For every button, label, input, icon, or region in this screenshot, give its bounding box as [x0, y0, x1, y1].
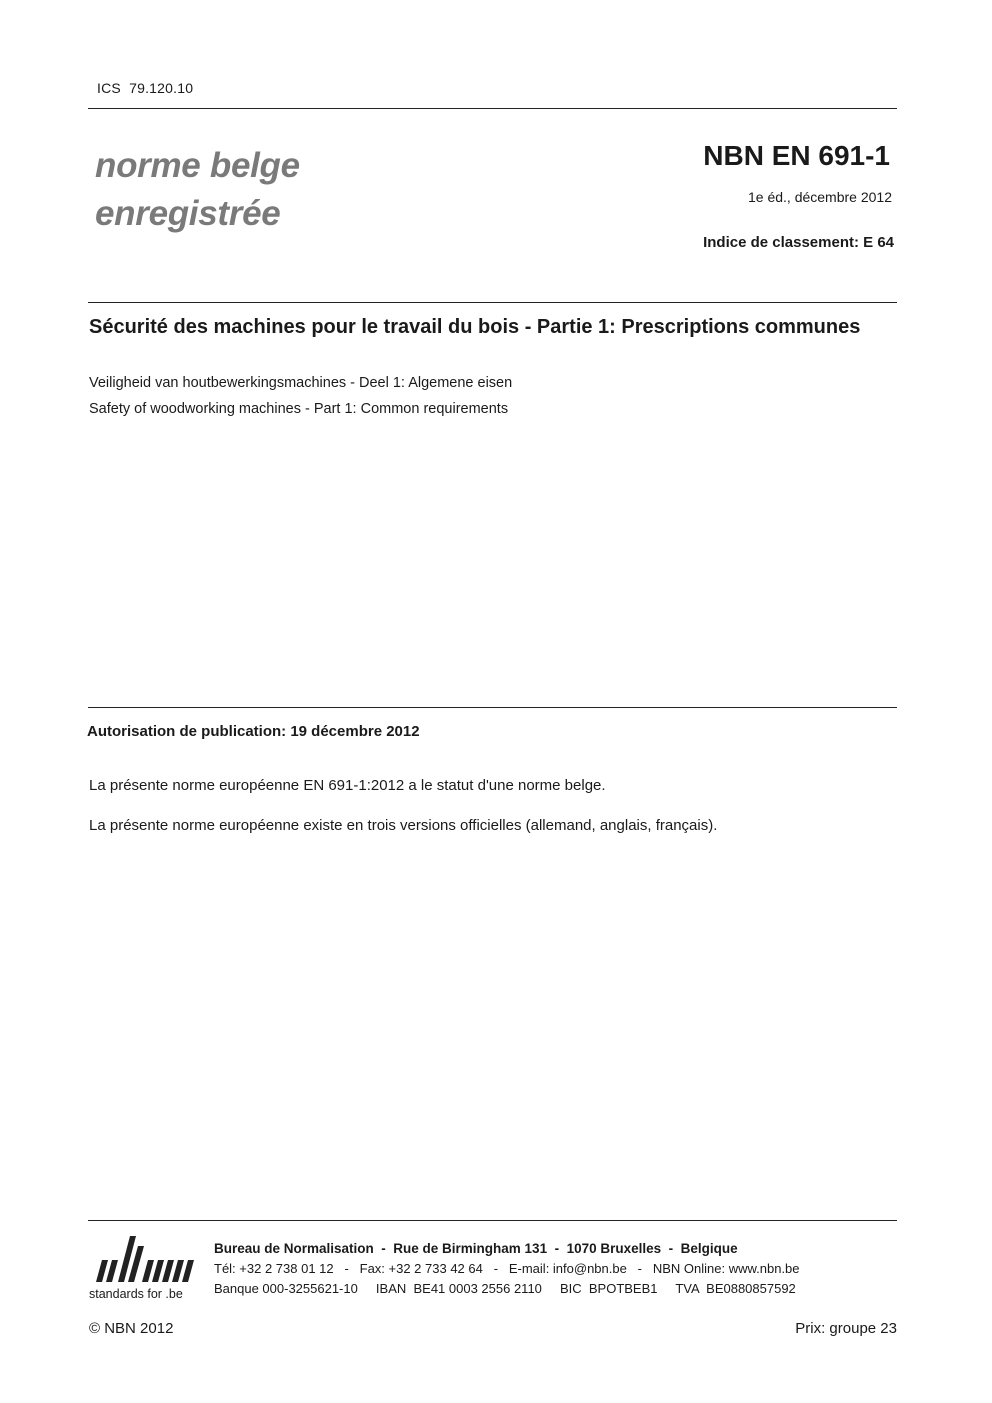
classification-index: Indice de classement: E 64	[703, 234, 894, 251]
footer-rule	[88, 1220, 897, 1221]
english-title: Safety of woodworking machines - Part 1: Common requirements	[89, 401, 509, 417]
standard-code: NBN EN 691-1	[703, 140, 890, 171]
contact-line: Tél: +32 2 738 01 12 - Fax: +32 2 733 42 64 - E-mail: info@nbn.be - NBN Online: www.nbn.be	[214, 1261, 800, 1276]
status-statement: La présente norme européenne EN 691-1:2012 a le statut d'une norme belge.	[89, 777, 606, 794]
authorisation-date: Autorisation de publication: 19 décembre 2012	[87, 723, 420, 740]
edition-date: 1e éd., décembre 2012	[748, 189, 892, 205]
copyright: © NBN 2012	[89, 1320, 174, 1337]
ics-code: ICS 79.120.10	[97, 80, 194, 96]
body-rule	[88, 707, 897, 708]
logo-caption: standards for .be	[89, 1287, 183, 1301]
price-group: Prix: groupe 23	[795, 1320, 897, 1337]
brand-line-2: enregistrée	[95, 194, 281, 233]
address-line: Bureau de Normalisation - Rue de Birmingham 131 - 1070 Bruxelles - Belgique	[214, 1241, 738, 1256]
bank-line: Banque 000-3255621-10 IBAN BE41 0003 2556 2110 BIC BPOTBEB1 TVA BE0880857592	[214, 1281, 796, 1296]
top-rule	[88, 108, 897, 109]
dutch-title: Veiligheid van houtbewerkingsmachines - Deel 1: Algemene eisen	[89, 375, 513, 391]
brand-title	[95, 142, 300, 238]
brand-line-1: norme belge	[95, 146, 300, 185]
versions-statement: La présente norme européenne existe en trois versions officielles (allemand, anglais, français).	[89, 817, 718, 834]
title-rule	[88, 302, 897, 303]
french-title: Sécurité des machines pour le travail du bois - Partie 1: Prescriptions communes	[89, 316, 861, 338]
